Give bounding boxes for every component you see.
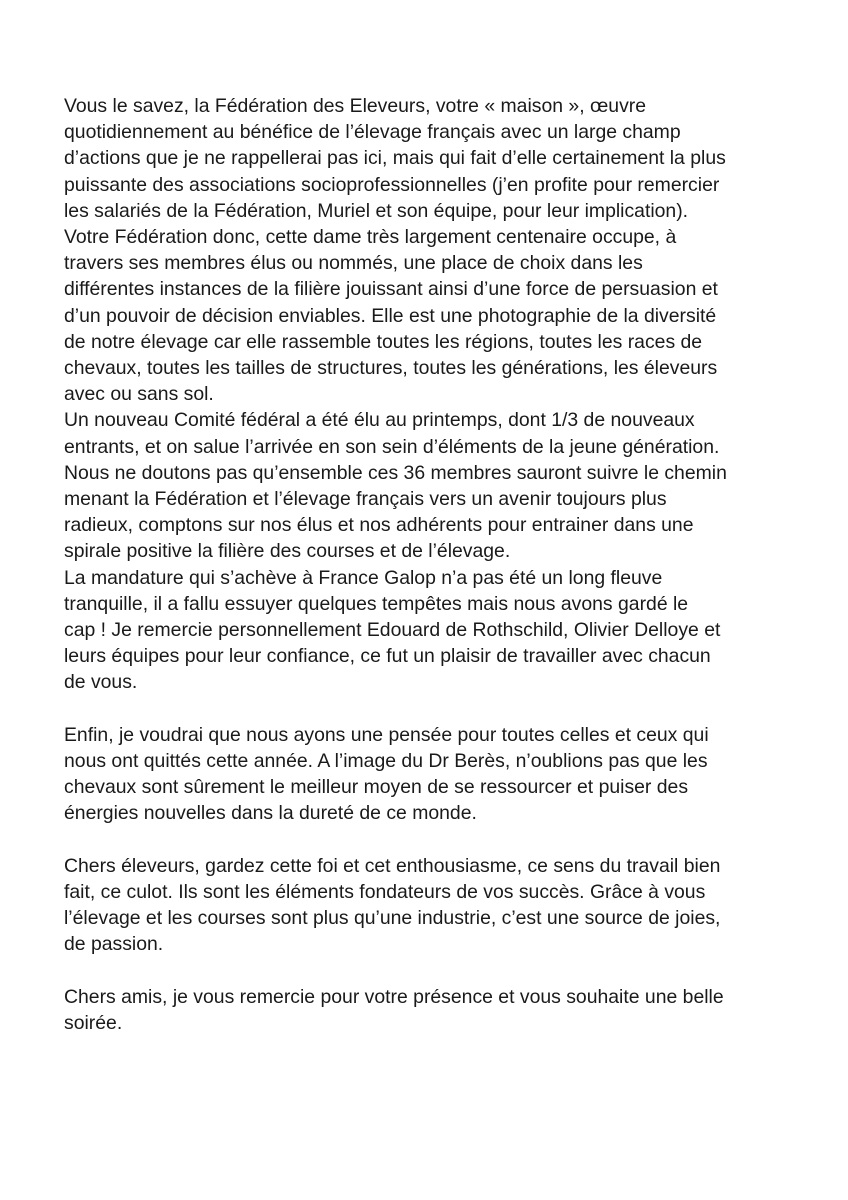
text-line: Nous ne doutons pas qu’ensemble ces 36 membres sauront suivre le chemin xyxy=(64,461,727,484)
text-line: de passion. xyxy=(64,933,164,956)
text-line: puissante des associations socioprofessionnelles (j’en profite pour remercier xyxy=(64,173,720,196)
paragraph-spacer xyxy=(64,696,812,722)
text-line: spirale positive la filière des courses et de l’élevage. xyxy=(64,540,511,563)
text-line: tranquille, il a fallu essuyer quelques tempêtes mais nous avons gardé le xyxy=(64,592,689,615)
paragraph-closing xyxy=(64,984,812,1036)
text-line: Chers amis, je vous remercie pour votre présence et vous souhaite une belle xyxy=(64,985,724,1008)
text-line: La mandature qui s’achève à France Galop n’a pas été un long fleuve xyxy=(64,566,663,589)
paragraph-breeders xyxy=(64,853,812,958)
text-line: Chers éleveurs, gardez cette foi et cet enthousiasme, ce sens du travail bien xyxy=(64,854,721,877)
text-line: d’un pouvoir de décision enviables. Elle est une photographie de la diversité xyxy=(64,304,717,327)
text-line: soirée. xyxy=(64,1012,123,1035)
text-line: leurs équipes pour leur confiance, ce fut un plaisir de travailler avec chacun xyxy=(64,645,711,668)
text-line: de vous. xyxy=(64,671,138,694)
text-line: Un nouveau Comité fédéral a été élu au printemps, dont 1/3 de nouveaux xyxy=(64,409,695,432)
text-line: Enfin, je voudrai que nous ayons une pensée pour toutes celles et ceux qui xyxy=(64,723,709,746)
text-line: Votre Fédération donc, cette dame très largement centenaire occupe, à xyxy=(64,226,677,249)
paragraph-spacer xyxy=(64,827,812,853)
text-line: quotidiennement au bénéfice de l’élevage français avec un large champ xyxy=(64,121,681,144)
document-body xyxy=(64,93,812,1036)
text-line: d’actions que je ne rappellerai pas ici, mais qui fait d’elle certainement la plus xyxy=(64,147,726,170)
text-line: cap ! Je remercie personnellement Edouard de Rothschild, Olivier Delloye et xyxy=(64,619,721,642)
text-line: les salariés de la Fédération, Muriel et son équipe, pour leur implication). xyxy=(64,199,689,222)
text-line: avec ou sans sol. xyxy=(64,383,214,406)
text-line: chevaux sont sûrement le meilleur moyen de se ressourcer et puiser des xyxy=(64,776,689,799)
text-line: Vous le savez, la Fédération des Eleveurs, votre « maison », œuvre xyxy=(64,95,647,117)
text-line: entrants, et on salue l’arrivée en son sein d’éléments de la jeune génération. xyxy=(64,435,720,458)
paragraph-federation xyxy=(64,93,812,696)
text-line: fait, ce culot. Ils sont les éléments fondateurs de vos succès. Grâce à vous xyxy=(64,881,706,904)
text-line: travers ses membres élus ou nommés, une place de choix dans les xyxy=(64,252,643,275)
text-line: nous ont quittés cette année. A l’image du Dr Berès, n’oublions pas que les xyxy=(64,750,708,773)
text-line: l’élevage et les courses sont plus qu’une industrie, c’est une source de joies, xyxy=(64,907,721,930)
text-line: de notre élevage car elle rassemble toutes les régions, toutes les races de xyxy=(64,330,703,353)
paragraph-spacer xyxy=(64,958,812,984)
text-line: différentes instances de la filière jouissant ainsi d’une force de persuasion et xyxy=(64,278,718,301)
text-line: menant la Fédération et l’élevage français vers un avenir toujours plus xyxy=(64,488,667,511)
text-line: chevaux, toutes les tailles de structures, toutes les générations, les éleveurs xyxy=(64,357,718,380)
paragraph-tribute xyxy=(64,722,812,827)
text-line: énergies nouvelles dans la dureté de ce monde. xyxy=(64,802,477,825)
text-line: radieux, comptons sur nos élus et nos adhérents pour entrainer dans une xyxy=(64,514,694,537)
